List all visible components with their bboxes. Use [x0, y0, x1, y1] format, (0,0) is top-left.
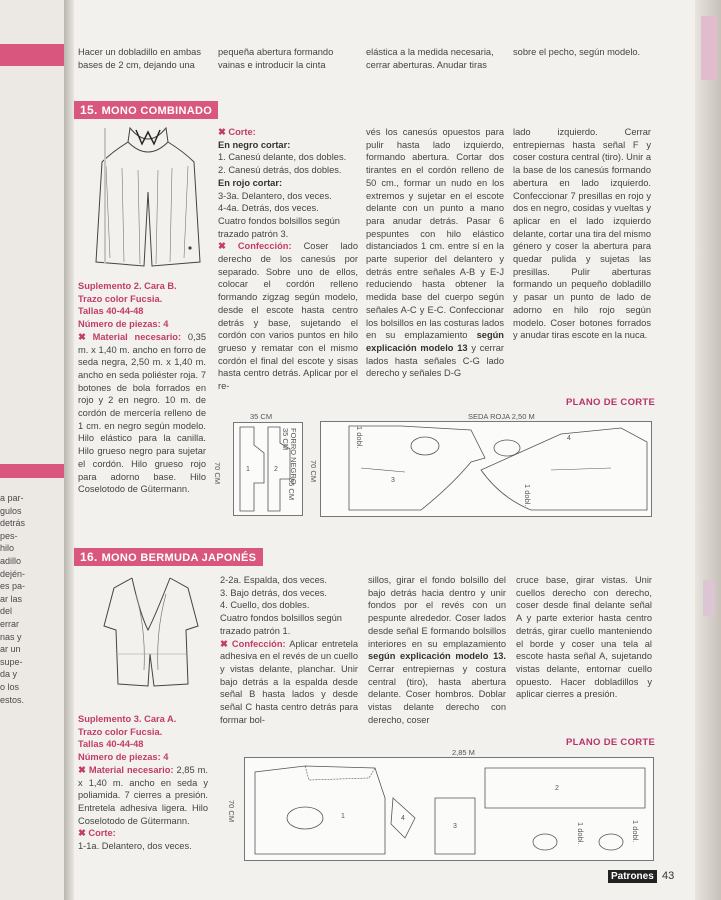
s16-trace: Trazo color Fucsia.	[78, 726, 163, 737]
s15-dim-35b: 35 CM	[281, 428, 290, 451]
section-15-col2: ✖ Corte: En negro cortar: 1. Canesú delante, dos dobles. 2. Canesú detrás, dos dobles. En rojo cortar: 3-3a. Delantero, dos veces. 4-4a. Detrás, dos veces. Cuatro fondos bolsillos según trazado patrón 3. ✖ Confección: Coser lado derecho de los canesús por separado. Sobre uno de ellos, colocar el cordón relleno formando zigzag según modelo, desde el escote hasta centro detrás y base, sujetando el cordón con varios puntos en hilo grueso y rematar con el mismo cordón el final del escote y sisas hasta centro detrás. Aplicar por el re-	[218, 127, 358, 392]
s15-plano-de-corte: PLANO DE CORTE	[566, 397, 656, 408]
s15-supplement: Suplemento 2. Cara B.	[78, 281, 177, 291]
s15-pattern-seda	[320, 421, 652, 517]
s15-material-label: Material necesario:	[92, 331, 182, 342]
s16-piece-3: 3	[453, 823, 457, 830]
s15-rojo-label: En rojo cortar:	[218, 177, 283, 188]
s15-dim-seda: SEDA ROJA 2,50 M	[468, 412, 535, 421]
left-fragment-line: ar las	[0, 593, 23, 604]
s16-dim-70: 70 CM	[227, 800, 236, 823]
s15-seda-pieces	[321, 422, 651, 516]
s16-material-text: 2,85 m. x 1,40 m. ancho en seda y poliamida. 7 cierres a presión. Entretela adhesiva ligera. Hilo Coselotodo de Gütermann.	[78, 764, 208, 826]
s15-bolsillos: Cuatro fondos bolsillos según trazado patrón 3.	[218, 215, 340, 239]
s16-pattern-pieces	[245, 758, 653, 860]
patrones-logo: Patrones	[608, 870, 657, 883]
s15-dobl-2: 1 dobl.	[523, 484, 532, 507]
left-fragment-line: estos.	[0, 694, 25, 705]
s15-trace: Trazo color Fucsia.	[78, 293, 163, 304]
s16-col3-text: sillos, girar el fondo bolsillo del bajo detrás hacia dentro y unir fondos por el revés con un pespunte alrededor. Coser lados desde señal E formando bolsillos interiores en su emplazamiento	[368, 575, 506, 649]
s16-corte-item: 1-1a. Delantero, dos veces.	[78, 841, 192, 852]
s15-material: ✖ Material necesario: 0,35 m. x 1,40 m. ancho en forro de seda negra, 2,50 m. x 1,40 m. ancho en seda poliéster roja. 7 botones de bola forrados en rojo y 2 en negro. 10 m. de cordón de mercería relleno de 1 cm. en negro según modelo. Hilo elástico para la canilla. Hilo grueso negro para sujetar el cordón. Hilo grueso rojo para adorno base. Hilo Coselotodo de Gütermann.	[78, 331, 206, 495]
s15-forro-piece-1: 1	[246, 466, 250, 473]
s16-col3-bold: según explicación modelo 13.	[368, 651, 506, 662]
s15-piece-3: 3	[391, 477, 395, 484]
s15-confeccion-label: Confección:	[237, 241, 292, 252]
s16-item-2: 2-2a. Espalda, dos veces.	[220, 575, 327, 585]
s16-dim-285: 2,85 M	[452, 748, 475, 757]
s15-material-text: 0,35 m. x 1,40 m. ancho en forro de seda negra, 2,50 m. x 1,40 m. ancho en seda poliéster roja. 7 botones de bola forrados en rojo y 2 en negro. 10 m. de cordón de mercería relleno de 1 cm. en negro según modelo. Hilo elástico para la canilla. Hilo grueso negro para sujetar el cordón. Hilo grueso rojo para adorno base. Hilo Coselotodo de Gütermann.	[78, 331, 206, 495]
s15-dim-85: 85 CM	[287, 478, 296, 501]
left-fragment-line: gulos	[0, 505, 22, 516]
left-page-text-fragments	[0, 492, 64, 706]
section-15-number: 15.	[80, 103, 98, 117]
s15-dobl-1: 1 dobl.	[355, 426, 364, 449]
left-fragment-line: detrás	[0, 518, 26, 529]
mono-bermuda-illustration	[96, 574, 206, 690]
s16-sizes: Tallas 40-44-48	[78, 739, 144, 750]
s15-col3-tail: y cerrar lados hasta señales C-G lado derecho y señales D-G	[366, 342, 504, 379]
section-16-title: MONO BERMUDA JAPONÉS	[101, 552, 257, 564]
top-text-col2: pequeña abertura formando vainas e introducir la cinta	[218, 47, 334, 70]
s16-plano-de-corte: PLANO DE CORTE	[566, 737, 656, 748]
pink-tab-top	[0, 44, 68, 66]
s16-confeccion-text: Aplicar entretela adhesiva en el revés de un cuello y vistas delante, planchar. Unir bajo detrás a la espalda desde señal B hasta lados y desde señal C hasta centro detrás para formar bol-	[220, 638, 358, 725]
s15-col3-bold: según explicación modelo 13	[366, 330, 504, 353]
mono-combinado-illustration	[92, 122, 204, 282]
s15-dim-70b: 70 CM	[309, 460, 318, 483]
section-15-banner	[74, 101, 218, 119]
s16-item-4: 4. Cuello, dos dobles.	[220, 600, 310, 611]
s15-dim-35: 35 CM	[250, 412, 273, 421]
s16-dobl-2: 1 dobl.	[631, 820, 640, 843]
left-fragment-line: a par-	[0, 493, 24, 503]
section-16-col4: cruce base, girar vistas. Unir cuellos derecho con derecho, coser desde final delante señal A y parte exterior hasta centro detrás, girar cuello manteniendo el borde y coser una tela al escote hasta señal A, sujetando vistas delante, entornar cuello opuesto. Hacer dobladillos y aplicar cierres a presión.	[516, 575, 652, 700]
s16-corte-label: Corte:	[88, 828, 116, 839]
pink-tab-middle	[0, 464, 68, 478]
s16-supplement: Suplemento 3. Cara A.	[78, 714, 177, 724]
s16-bolsillos: Cuatro fondos bolsillos según trazado patrón 1.	[220, 613, 342, 636]
section-16-col2: 2-2a. Espalda, dos veces. 3. Bajo detrás, dos veces. 4. Cuello, dos dobles. Cuatro fondos bolsillos según trazado patrón 1. ✖ Confección: Aplicar entretela adhesiva en el revés de un cuello y vistas delante, planchar. Unir bajo detrás a la espalda desde señal B hasta lados y desde señal C hasta centro detrás para formar bol-	[220, 575, 358, 725]
page-number: 43	[662, 870, 675, 882]
section-15-col1	[78, 280, 206, 496]
s15-dim-70a: 70 CM	[213, 462, 222, 485]
s15-col3-text: vés los canesús opuestos para pulir hasta lado izquierdo, formando abertura. Cortar dos tirantes en el cordón relleno de 50 cm., formar un nudo en los extremos y sujetar en el escote delante con un punto a mano para anudar detrás. Pasar 6 pespuntes con hilo elástico distanciados 1 cm. entre sí en la parte superior del delantero y detrás entre señales A-B y E-J reduciendo hasta obtener la medida base del cuerpo según señales A-C y E-C. Confeccionar los bolsillos en las costuras lados en su emplazamiento	[366, 127, 504, 341]
section-15-col4: lado izquierdo. Cerrar entrepiernas hasta señal F y coser costura central (tiro). Unir a la base de los canesús formando abertura en lado izquierdo. Confeccionar 7 presillas en rojo y dos en negro, cosidas y vueltas y aplicar en el lado izquierdo delante, cortar una tira del mismo género y coser la abertura para quedar pulida y sujetas las presillas. Pulir aberturas formando un pequeño dobladillo y pasar un punto de lado de adorno en hilo rojo según modelo. Coser botones forrados y anudar tiras escote en la nuca.	[513, 127, 651, 341]
next-page-edge	[695, 0, 721, 900]
section-16-banner	[74, 548, 263, 566]
s15-confeccion-text: Coser lado derecho de los canesús por separado. Sobre uno de ellos, colocar el cordón relleno formando zigzag según modelo, desde el escote hasta centro detrás y base, sujetando el cordón con varios puntos en hilo grueso y rematar con el mismo cordón el final del escote y sisas hasta centro detrás. Aplicar por el re-	[218, 241, 358, 392]
s16-piece-2: 2	[555, 785, 559, 792]
s16-item-3: 3. Bajo detrás, dos veces.	[220, 587, 327, 598]
s15-corte-label: Corte:	[228, 127, 256, 137]
s15-negro-label: En negro cortar:	[218, 139, 291, 150]
left-fragment-line: errar	[0, 618, 20, 629]
left-fragment-line: nas y	[0, 631, 22, 642]
top-text-col3: elástica a la medida necesaria, cerrar aberturas. Anudar tiras	[366, 47, 494, 70]
s16-pieces: Número de piezas: 4	[78, 752, 169, 763]
left-fragment-line: hilo	[0, 543, 15, 554]
s15-pieces: Número de piezas: 4	[78, 319, 169, 330]
left-fragment-line: dején-	[0, 568, 26, 579]
top-text-col4: sobre el pecho, según modelo.	[513, 47, 641, 57]
s15-negro-item-2: 2. Canesú detrás, dos dobles.	[218, 165, 342, 176]
edge-pink-mark-top	[701, 16, 717, 80]
left-fragment-line: es pa-	[0, 581, 26, 592]
section-16-col1: Suplemento 3. Cara A. Trazo color Fucsia. Tallas 40-44-48 Número de piezas: 4 ✖ Material necesario: 2,85 m. x 1,40 m. ancho en seda y poliamida. 7 cierres a presión. Entretela adhesiva ligera. Hilo Coselotodo de Gütermann. ✖ Corte: 1-1a. Delantero, dos veces.	[78, 714, 208, 852]
left-fragment-line: da y	[0, 669, 18, 680]
s15-forro-piece-2: 2	[274, 466, 278, 473]
s15-piece-4: 4	[567, 435, 571, 442]
s16-material-label: Material necesario:	[88, 764, 174, 775]
s16-confeccion-label: Confección:	[231, 638, 286, 649]
s16-col3-tail: Cerrar entrepiernas y costura central (tiro), hasta abertura delante. Coser hombros. Doblar vistas delante derecho con derecho, coser	[368, 663, 506, 725]
left-fragment-line: adillo	[0, 555, 22, 566]
left-fragment-line: ar un	[0, 644, 21, 655]
s15-negro-item-1: 1. Canesú delante, dos dobles.	[218, 152, 347, 163]
section-15-col3	[366, 126, 504, 380]
page-gutter	[64, 0, 74, 900]
left-fragment-line: del	[0, 606, 13, 617]
s15-dim-forro-label: FORRO NEGRO	[289, 428, 298, 485]
section-16-number: 16.	[80, 550, 98, 564]
left-fragment-line: o los	[0, 681, 20, 692]
left-fragment-line: pes-	[0, 530, 18, 541]
s16-piece-1: 1	[341, 813, 345, 820]
s15-sizes: Tallas 40-44-48	[78, 306, 144, 317]
left-fragment-line: supe-	[0, 656, 23, 667]
s16-pattern	[244, 757, 654, 861]
previous-page-edge	[0, 0, 68, 900]
edge-pink-mark-bottom	[703, 580, 715, 616]
section-15-title: MONO COMBINADO	[101, 105, 213, 117]
top-text-col1: Hacer un dobladillo en ambas bases de 2 cm, dejando una	[78, 47, 202, 70]
s16-piece-4: 4	[401, 815, 405, 822]
s16-dobl-1: 1 dobl.	[576, 822, 585, 845]
s15-rojo-item-1: 3-3a. Delantero, dos veces.	[218, 190, 332, 201]
s15-rojo-item-2: 4-4a. Detrás, dos veces.	[218, 203, 319, 214]
section-16-col3	[368, 574, 506, 726]
